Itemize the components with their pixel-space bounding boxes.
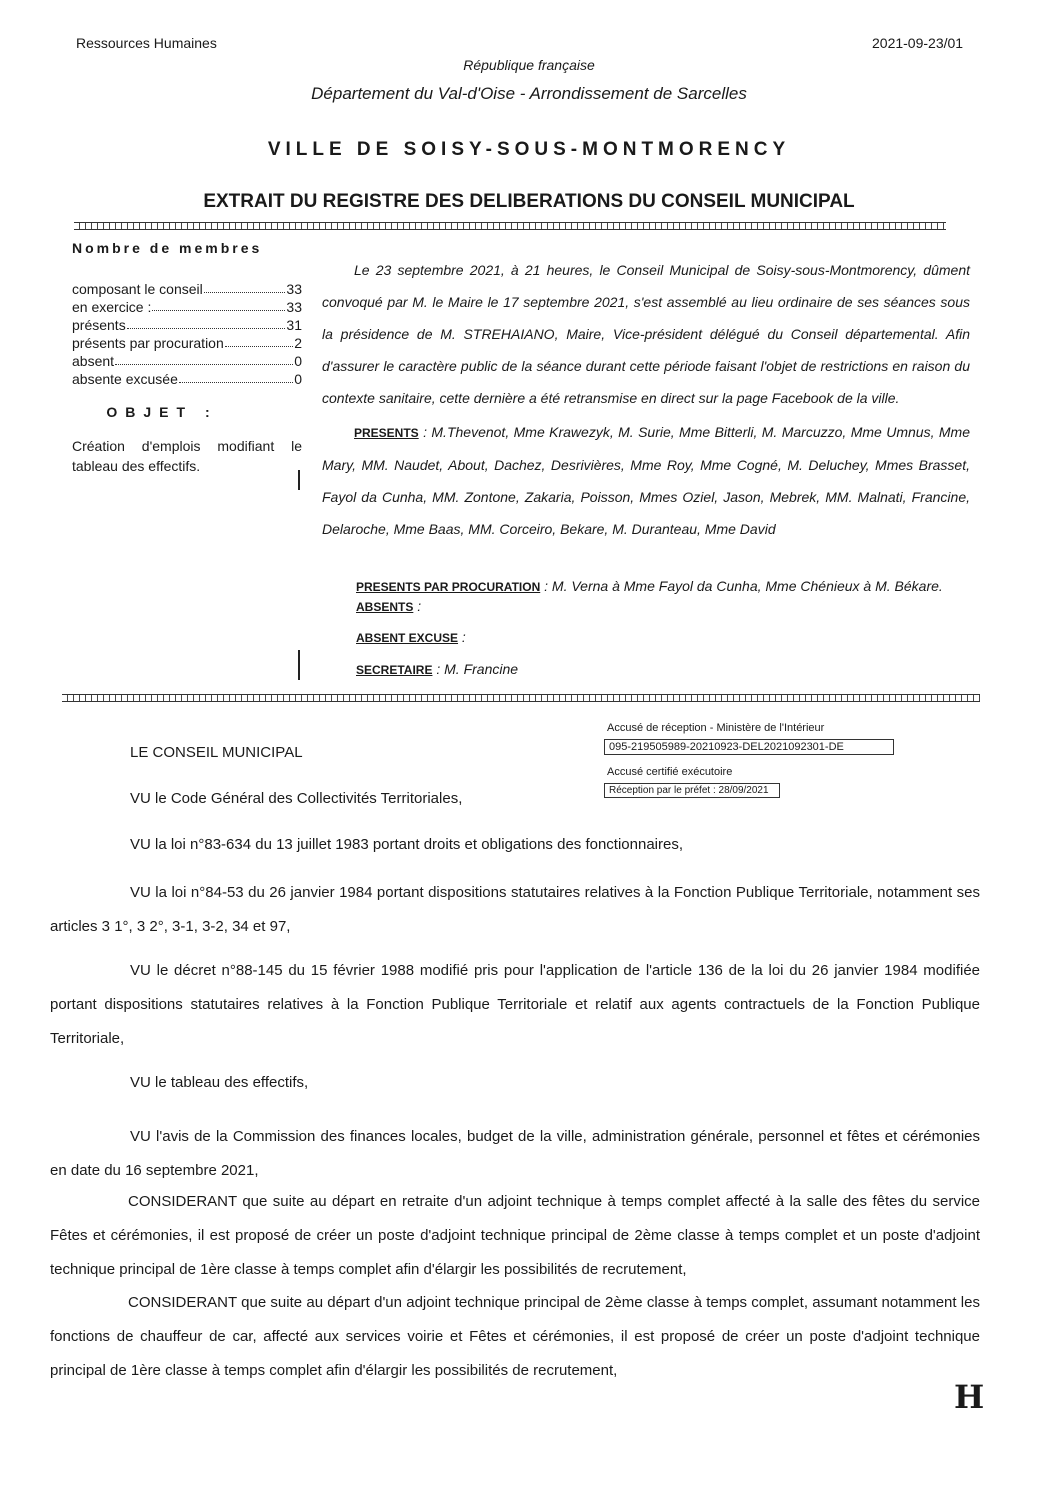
procuration-line: PRESENTS PAR PROCURATION : M. Verna à Mme Fayol da Cunha, Mme Chénieux à M. Békare. [356, 578, 943, 594]
presents-list: : M.Thevenot, Mme Krawezyk, M. Surie, Mme Bitterli, M. Marcuzzo, Mme Umnus, Mme Mary, MM. Naudet, About, Dachez, Desrivières, Mme Roy, Mme Cogné, M. Deluchey, Mmes Brasset, Fayol da Cunha, MM. Zontone, Zakaria, Poisson, Mmes Oziel, Jason, Mebrek, MM. Malnati, Francine, Delaroche, Mme Baas, MM. Corceiro, Bekare, M. Duranteau, Mme David [322, 424, 970, 537]
bottom-divider [62, 694, 980, 702]
members-title: Nombre de membres [72, 240, 263, 256]
objet-text: Création d'emplois modifiant le tableau des effectifs. [72, 438, 302, 474]
member-row: présents 31 [72, 317, 302, 333]
council-heading: LE CONSEIL MUNICIPAL [130, 744, 303, 761]
objet-title: OBJET : [106, 404, 218, 420]
department-line: Département du Val-d'Oise - Arrondissement de Sarcelles [311, 84, 747, 103]
absents-line: ABSENTS : [356, 598, 422, 614]
presents-paragraph [322, 416, 970, 545]
vu-loi-84: VU la loi n°84-53 du 26 janvier 1984 portant dispositions statutaires relatives à la Fonction Publique Territoriale, notamment ses articles 3 1°, 3 2°, 3-1, 3-2, 34 et 97, [50, 884, 980, 935]
register-title: EXTRAIT DU REGISTRE DES DELIBERATIONS DU CONSEIL MUNICIPAL [203, 191, 855, 212]
handwritten-initials: H [954, 1378, 985, 1416]
republic-label: République française [463, 57, 595, 73]
member-row: en exercice : 33 [72, 299, 302, 315]
member-row: présents par procuration 2 [72, 335, 302, 351]
member-row: absent 0 [72, 353, 302, 369]
considerant-2: CONSIDERANT que suite au départ d'un adjoint technique principal de 2ème classe à temps complet, assumant notamment les fonctions de chauffeur de car, affecté aux services voirie et Fêtes et cérémonies, il est proposé de créer un poste d'adjoint technique principal de 1ère classe à temps complet afin d'élargir les possibilités de recrutement, [50, 1294, 980, 1379]
stamp-header: Accusé de réception - Ministère de l'Intérieur [607, 722, 825, 734]
session-intro [322, 254, 970, 545]
member-row: absente excusée 0 [72, 371, 302, 387]
vu-cgct: VU le Code Général des Collectivités Territoriales, [130, 790, 463, 807]
stamp-executoire: Accusé certifié exécutoire [607, 766, 733, 778]
intro-paragraph: Le 23 septembre 2021, à 21 heures, le Conseil Municipal de Soisy-sous-Montmorency, dûment convoqué par M. le Maire le 17 septembre 2021, s'est assemblé au lieu ordinaire de ses séances sous la présidence de M. STREHAIANO, Maire, Vice-président délégué du Conseil départemental. Afin d'assurer le caractère public de la séance durant cette période faisant l'objet de restrictions en raison du contexte sanitaire, cette dernière a été retransmise en direct sur la page Facebook de la ville. [322, 262, 970, 406]
sidebar-separator [298, 470, 300, 490]
presents-label: PRESENTS [354, 426, 419, 440]
member-row: composant le conseil 33 [72, 281, 302, 297]
vu-loi-83: VU la loi n°83-634 du 13 juillet 1983 portant droits et obligations des fonctionnaires, [130, 836, 684, 853]
absent-excuse-line: ABSENT EXCUSE : [356, 629, 466, 645]
secretaire-line: SECRETAIRE : M. Francine [356, 661, 519, 677]
stamp-id: 095-219505989-20210923-DEL2021092301-DE [604, 739, 894, 755]
members-sidebar [72, 240, 302, 476]
considerant-1: CONSIDERANT que suite au départ en retraite d'un adjoint technique à temps complet affecté à la salle des fêtes du service Fêtes et cérémonies, il est proposé de créer un poste d'adjoint technique principal de 2ème classe à temps complet et un poste d'adjoint technique principal de 1ère classe à temps complet afin d'élargir les possibilités de recrutement, [50, 1193, 980, 1278]
sidebar-separator [298, 650, 300, 680]
stamp-reception: Réception par le préfet : 28/09/2021 [604, 783, 780, 798]
vu-tableau: VU le tableau des effectifs, [130, 1074, 309, 1091]
document-reference: 2021-09-23/01 [872, 35, 964, 51]
vu-commission: VU l'avis de la Commission des finances locales, budget de la ville, administration générale, personnel et fêtes et cérémonies en date du 16 septembre 2021, [50, 1128, 980, 1179]
top-divider [74, 222, 946, 230]
city-title: VILLE DE SOISY-SOUS-MONTMORENCY [267, 139, 791, 160]
header-department-label: Ressources Humaines [76, 35, 217, 51]
members-list [72, 280, 302, 388]
vu-decret-88: VU le décret n°88-145 du 15 février 1988 modifié pris pour l'application de l'article 136 de la loi du 26 janvier 1984 modifiée portant dispositions statutaires relatives à la Fonction Publique Territoriale et relatif aux agents contractuels de la Fonction Publique Territoriale, [50, 962, 980, 1047]
